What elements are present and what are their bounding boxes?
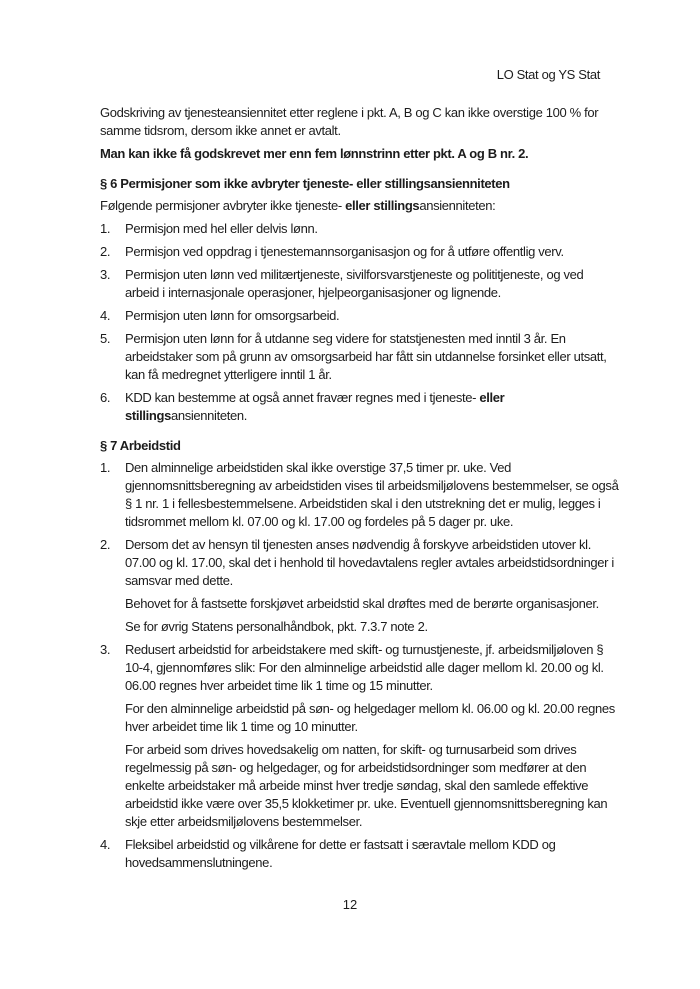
item-text: Permisjon med hel eller delvis lønn.	[125, 221, 318, 236]
item-text: Permisjon uten lønn ved militærtjeneste, sivilforsvarstjeneste og polititjeneste, og ved arbeid i internasjonale operasjoner, hjelpeorganisasjoner og lignende.	[125, 267, 584, 300]
item-text: Permisjon ved oppdrag i tjenestemannsorganisasjon og for å utføre offentlig verv.	[125, 244, 564, 259]
item-text-normal2: ansienniteten.	[170, 408, 248, 423]
document-body	[100, 104, 620, 877]
item-text: Permisjon uten lønn for å utdanne seg videre for statstjenesten med inntil 3 år. En arbeidstaker som på grunn av omsorgsarbeid har fått sin utdannelse forsinket eller utsatt, kan få medregnet ytterligere inntil 1 år.	[125, 331, 607, 382]
item-number: 4.	[100, 837, 111, 852]
paragraph-bold-lonnstrinn: Man kan ikke få godskrevet mer enn fem lønnstrinn etter pkt. A og B nr. 2.	[100, 146, 529, 161]
item-number: 1.	[100, 460, 111, 475]
item-number: 3.	[100, 642, 111, 657]
section6-intro	[100, 197, 620, 215]
section6-item-6	[100, 389, 620, 425]
section6-item-4	[100, 307, 620, 325]
item-number: 2.	[100, 244, 111, 259]
item-paragraph: For arbeid som drives hovedsakelig om natten, for skift- og turnusarbeid som drives regelmessig på søn- og helgedager, og for arbeidstidsordninger som medfører at den enkelte arbeidstaker må arbeide minst hver tredje søndag, skal den samlede effektive arbeidstid ikke være over 35,5 klokketimer pr. uke. Eventuell gjennomsnittsberegning kan skje etter arbeidsmiljølovens bestemmelser.	[125, 742, 608, 829]
item-paragraph: Fleksibel arbeidstid og vilkårene for dette er fastsatt i særavtale mellom KDD og hovedsammenslutningene.	[125, 837, 556, 870]
item-text-normal1: KDD kan bestemme at også annet fravær regnes med i tjeneste-	[125, 390, 480, 405]
item-text-bold: eller stillings	[125, 390, 505, 423]
section6-item-3	[100, 266, 620, 302]
item-text	[125, 389, 620, 425]
section6-item-1	[100, 220, 620, 238]
section7-item-2	[100, 536, 620, 636]
item-number: 4.	[100, 308, 111, 323]
item-number: 6.	[100, 390, 111, 405]
section7-item-3	[100, 641, 620, 831]
item-paragraph: For den alminnelige arbeidstid på søn- og helgedager mellom kl. 06.00 og kl. 20.00 regnes hver arbeidet time lik 1 time og 10 minutter.	[125, 701, 615, 734]
item-paragraph: Behovet for å fastsette forskjøvet arbeidstid skal drøftes med de berørte organisasjoner.	[125, 596, 599, 611]
section7-item-4	[100, 836, 620, 872]
page-number: 12	[342, 897, 358, 912]
item-number: 3.	[100, 267, 111, 282]
item-text	[125, 641, 620, 831]
section6-heading: § 6 Permisjoner som ikke avbryter tjeneste- eller stillingsansienniteten	[100, 176, 510, 191]
section6-intro-normal1: Følgende permisjoner avbryter ikke tjeneste-	[100, 198, 346, 213]
section7-item-1	[100, 459, 620, 531]
item-number: 1.	[100, 221, 111, 236]
item-paragraph: Dersom det av hensyn til tjenesten anses nødvendig å forskyve arbeidstiden utover kl. 07.00 og kl. 17.00, skal det i henhold til hovedavtalens regler avtales arbeidstidsordninger i samsvar med dette.	[125, 537, 614, 588]
item-text	[125, 836, 620, 872]
page-header-text: LO Stat og YS Stat	[496, 67, 600, 82]
section6-item-5	[100, 330, 620, 384]
item-paragraph: Se for øvrig Statens personalhåndbok, pkt. 7.3.7 note 2.	[125, 619, 428, 634]
item-number: 2.	[100, 537, 111, 552]
section6-intro-bold: eller stillings	[345, 198, 420, 213]
item-number: 5.	[100, 331, 111, 346]
item-text	[125, 536, 620, 636]
paragraph-godskriving: Godskriving av tjenesteansiennitet etter reglene i pkt. A, B og C kan ikke overstige 100 % for samme tidsrom, dersom ikke annet er avtalt.	[100, 105, 599, 138]
item-paragraph: Den alminnelige arbeidstiden skal ikke overstige 37,5 timer pr. uke. Ved gjennomsnittsberegning av arbeidstiden vises til arbeidsmiljølovens bestemmelser, se også § 1 nr. 1 i fellesbestemmelsene. Arbeidstiden skal i den utstrekning det er mulig, legges i tidsrommet mellom kl. 07.00 og kl. 17.00 og fordeles på 5 dager pr. uke.	[125, 460, 619, 529]
item-paragraph: Redusert arbeidstid for arbeidstakere med skift- og turnustjeneste, jf. arbeidsmiljøloven § 10-4, gjennomføres slik: For den alminnelige arbeidstid alle dager mellom kl. 20.00 og kl. 06.00 regnes hver arbeidet time lik 1 time og 15 minutter.	[125, 642, 604, 693]
item-text	[125, 459, 620, 531]
section6-intro-normal2: ansienniteten:	[419, 198, 496, 213]
section7-heading: § 7 Arbeidstid	[100, 438, 181, 453]
section6-item-2	[100, 243, 620, 261]
item-text: Permisjon uten lønn for omsorgsarbeid.	[125, 308, 340, 323]
